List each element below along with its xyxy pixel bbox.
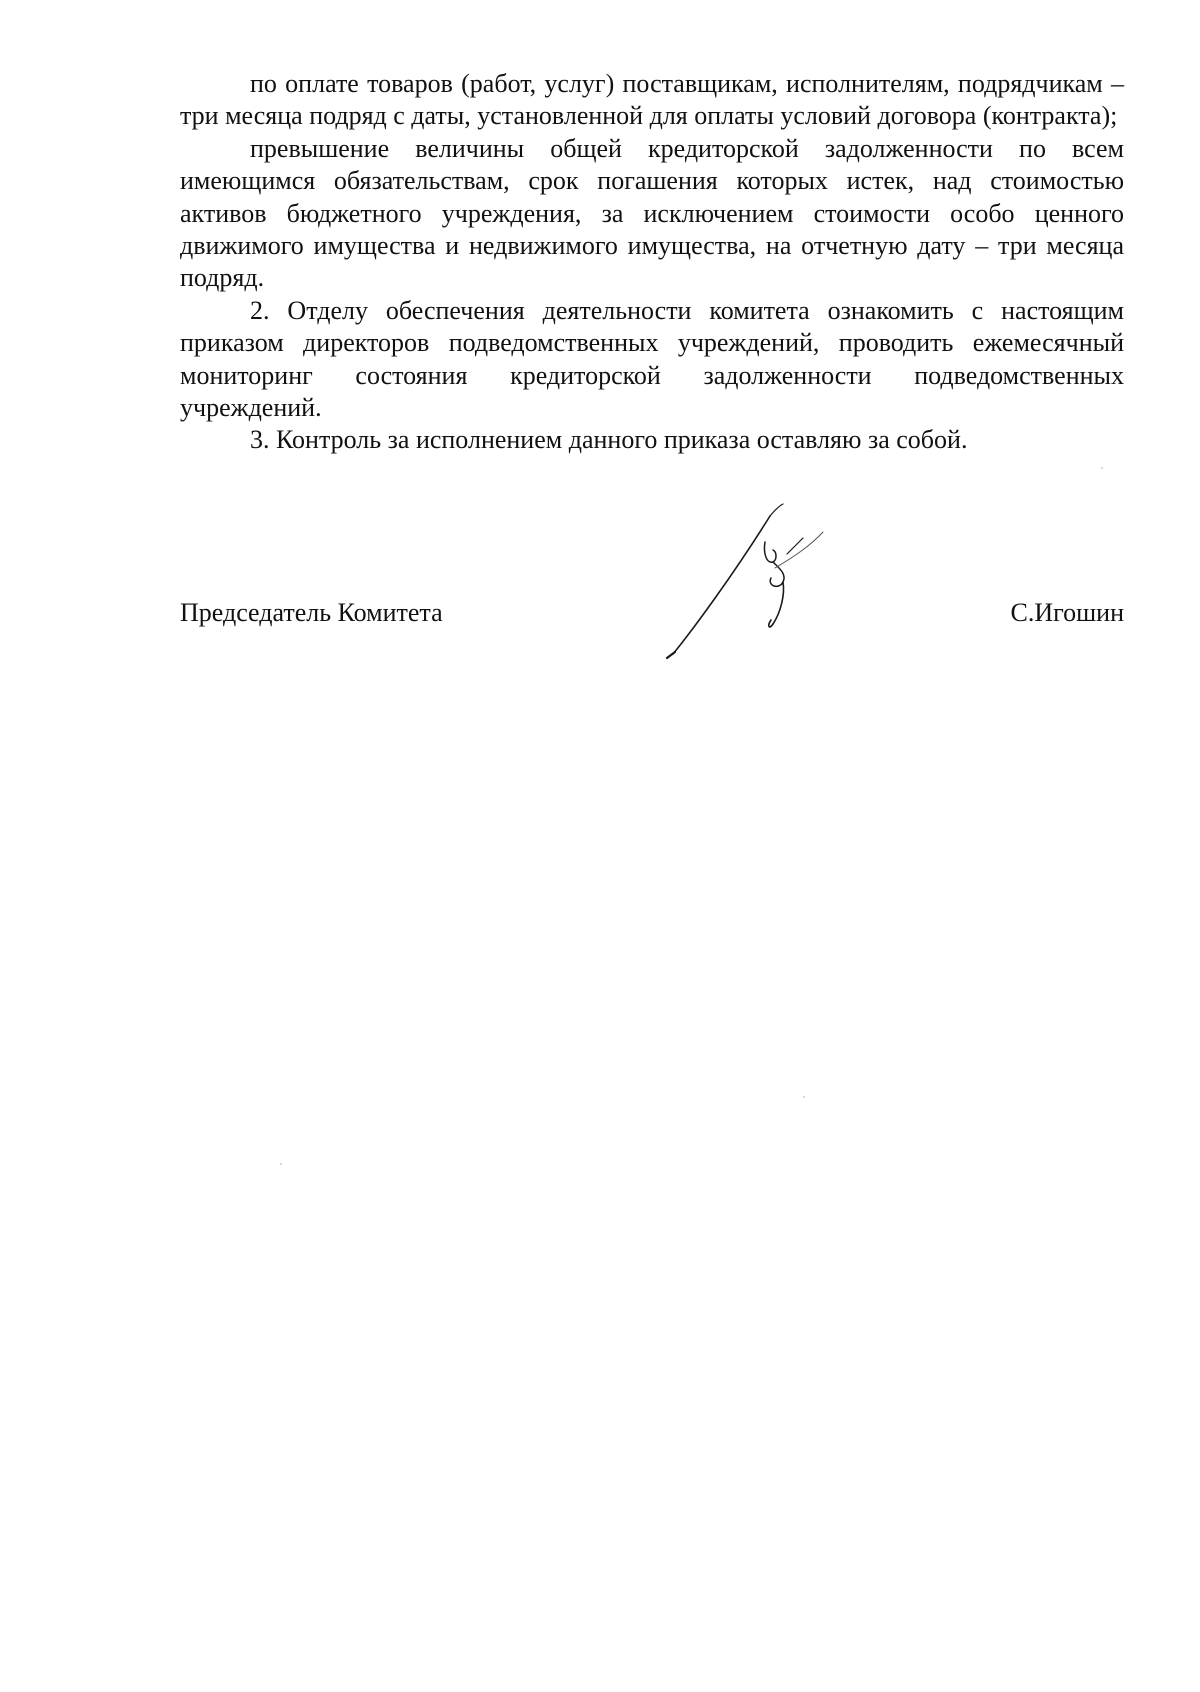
paragraph-item-2: 2. Отделу обеспечения деятельности комитета ознакомить с настоящим приказом директоров подведомственных учреждений, проводить ежемесячный мониторинг состояния кредиторской задолженности подведомственных учреждений. <box>180 295 1124 423</box>
scan-speck <box>803 1096 805 1098</box>
document-body <box>180 68 1124 457</box>
scan-speck <box>280 1163 282 1165</box>
scan-speck <box>1101 467 1103 469</box>
handwritten-signature-icon <box>655 502 845 662</box>
signatory-position: Председатель Комитета <box>180 598 443 627</box>
paragraph-debt-exceeds-assets: превышение величины общей кредиторской задолженности по всем имеющимся обязательствам, срок погашения которых истек, над стоимостью активов бюджетного учреждения, за исключением стоимости особо ценного движимого имущества и недвижимого имущества, на отчетную дату – три месяца подряд. <box>180 133 1124 293</box>
signatory-name: С.Игошин <box>1010 598 1124 627</box>
signature-block <box>180 597 1124 637</box>
paragraph-payment-overdue: по оплате товаров (работ, услуг) поставщикам, исполнителям, подрядчикам – три месяца подряд с даты, установленной для оплаты условий договора (контракта); <box>180 69 1124 131</box>
paragraph-item-3: 3. Контроль за исполнением данного приказа оставляю за собой. <box>250 425 968 455</box>
